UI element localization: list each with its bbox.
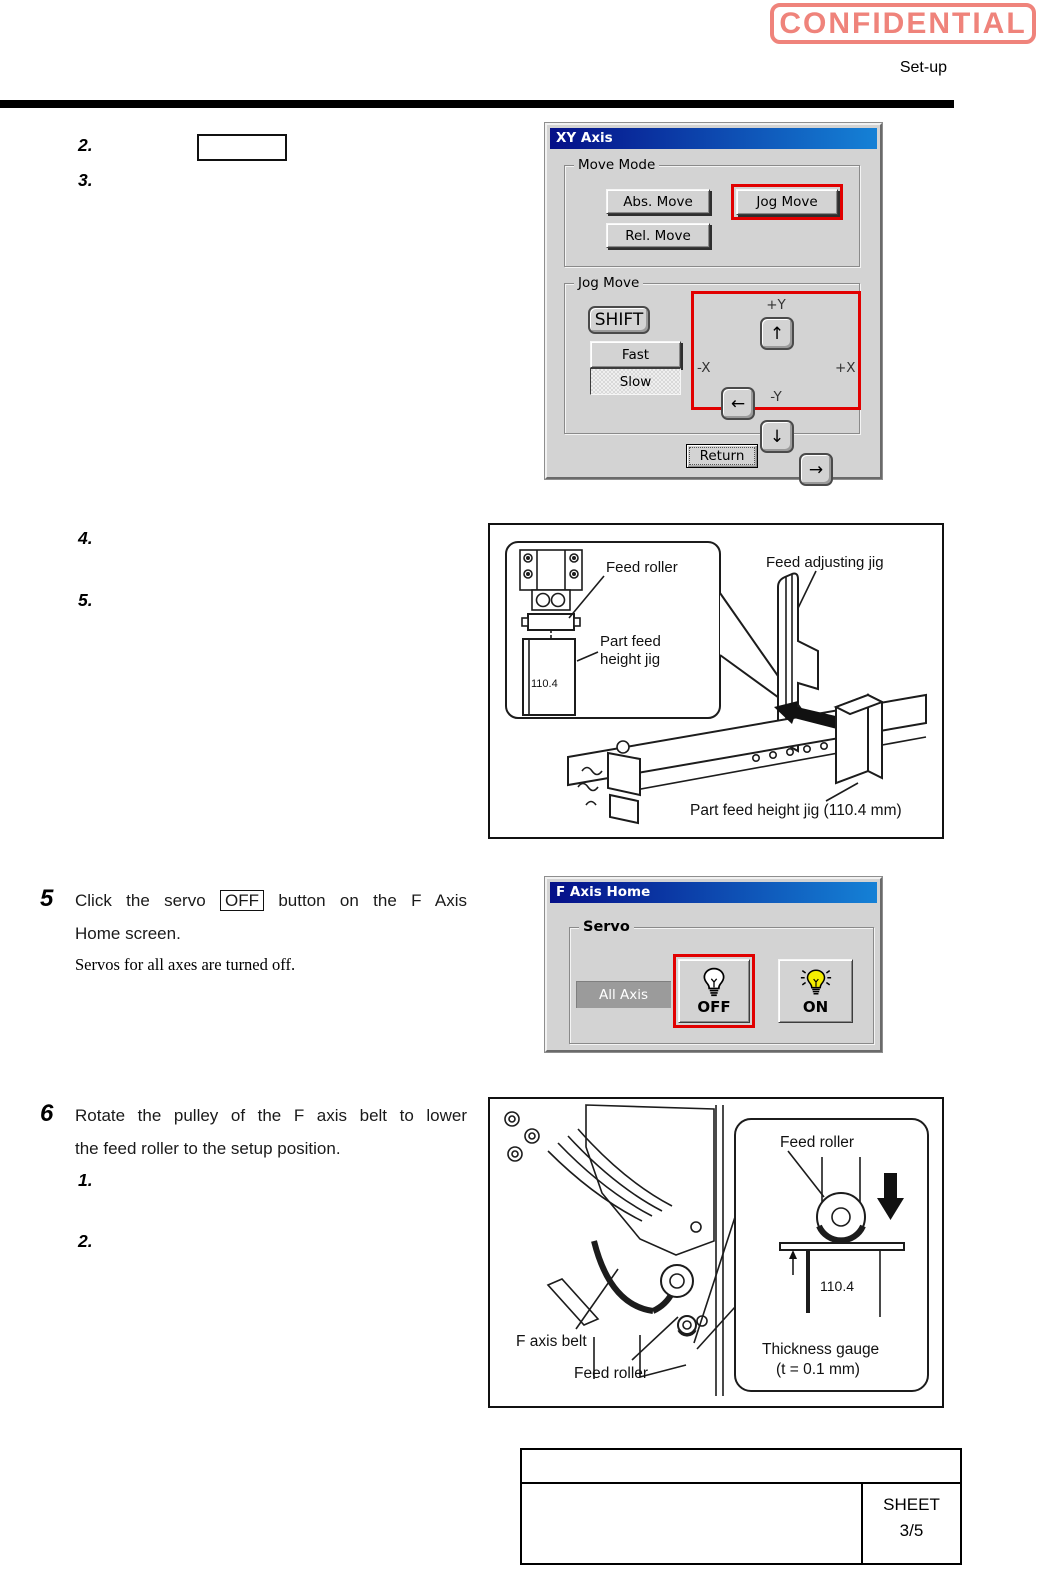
shift-button[interactable]: SHIFT (588, 306, 650, 334)
step-2-number: 2. (78, 135, 93, 155)
step-6-line-2: the feed roller to the setup position. (75, 1139, 341, 1158)
bulb-on-icon (799, 967, 833, 997)
servo-off-label: OFF (697, 997, 731, 1016)
rel-move-button[interactable]: Rel. Move (606, 223, 710, 248)
jog-move-group-label: Jog Move (574, 275, 643, 291)
xy-axis-dialog (545, 123, 882, 479)
step-5-text (75, 884, 467, 950)
off-keyword-box: OFF (220, 890, 264, 911)
step-3-number: 3. (78, 170, 93, 190)
left-arrow-icon: ← (730, 393, 746, 414)
servo-off-button[interactable] (678, 959, 750, 1023)
fig1-part-feed-label-1: Part feed (600, 633, 661, 650)
fig1-caption: Part feed height jig (110.4 mm) (690, 802, 902, 819)
servo-group (569, 919, 874, 1044)
bulb-off-icon (701, 967, 727, 997)
step-5-sub-number: 5. (78, 590, 93, 610)
fig2-thickness-gauge-label-2: (t = 0.1 mm) (776, 1361, 860, 1378)
fig2-thickness-gauge-label-1: Thickness gauge (762, 1341, 880, 1358)
jog-down-button[interactable] (760, 420, 794, 453)
step-5-note: Servos for all axes are turned off. (75, 955, 296, 974)
all-axis-label: All Axis (576, 981, 671, 1008)
step-6-number: 6 (40, 1100, 54, 1127)
down-arrow-icon: ↓ (769, 426, 785, 447)
confidential-stamp: CONFIDENTIAL (770, 3, 1036, 44)
abs-move-button[interactable]: Abs. Move (606, 189, 710, 214)
servo-off-highlight (673, 954, 755, 1028)
servo-group-label: Servo (579, 919, 634, 935)
step-6-text (75, 1099, 467, 1165)
step-4-number: 4. (78, 528, 93, 548)
jog-right-button[interactable] (799, 453, 833, 486)
right-arrow-icon: → (808, 459, 824, 480)
servo-on-button[interactable] (778, 959, 853, 1023)
footer-table-top-row (522, 1450, 960, 1484)
minus-y-label: -Y (770, 389, 782, 405)
fig2-f-axis-belt-label: F axis belt (516, 1333, 587, 1350)
fig1-jig-value: 110.4 (531, 678, 558, 690)
section-label: Set-up (899, 59, 947, 76)
fig2-gauge-value: 110.4 (820, 1278, 854, 1294)
header-rule (0, 100, 954, 108)
jog-up-button[interactable] (760, 317, 794, 350)
jog-move-button[interactable]: Jog Move (736, 189, 838, 215)
move-mode-group (564, 157, 860, 267)
f-axis-home-titlebar: F Axis Home (550, 882, 877, 903)
fast-button[interactable]: Fast (590, 341, 681, 368)
footer-table (520, 1448, 962, 1565)
figure-feed-roller-setup (488, 1097, 944, 1408)
return-button[interactable]: Return (686, 444, 758, 468)
step-6-sub-2: 2. (78, 1231, 93, 1251)
sheet-number: 3/5 (899, 1521, 924, 1541)
step-5-number: 5 (40, 885, 54, 912)
minus-x-label: -X (697, 360, 711, 376)
step-6-line-1: Rotate the pulley of the F axis belt to lower (75, 1106, 467, 1125)
fig2-feed-roller-label: Feed roller (574, 1365, 649, 1382)
step-5-line-2: Home screen. (75, 924, 181, 943)
up-arrow-icon: ↑ (769, 323, 785, 344)
move-mode-group-label: Move Mode (574, 157, 659, 173)
step-5-line-1: Click the servo OFF button on the F Axis (75, 891, 467, 910)
plus-x-label: +X (835, 360, 856, 376)
fig1-feed-roller-label: Feed roller (606, 559, 678, 576)
step-6-sub-1: 1. (78, 1170, 93, 1190)
slow-button[interactable]: Slow (590, 368, 681, 395)
jog-move-highlight (731, 184, 843, 220)
fig1-adjusting-jig-label: Feed adjusting jig (766, 554, 884, 571)
sheet-cell (861, 1482, 960, 1563)
plus-y-label: +Y (766, 297, 786, 313)
figure-feed-adjusting-jig (488, 523, 944, 839)
fig2-feed-roller-callout-label: Feed roller (780, 1134, 855, 1151)
xy-axis-titlebar: XY Axis (550, 128, 877, 149)
fig1-part-feed-label-2: height jig (600, 651, 661, 668)
step-2-empty-box (197, 134, 287, 161)
servo-on-label: ON (802, 997, 829, 1016)
f-axis-home-dialog (545, 877, 882, 1052)
sheet-label: SHEET (883, 1495, 940, 1514)
